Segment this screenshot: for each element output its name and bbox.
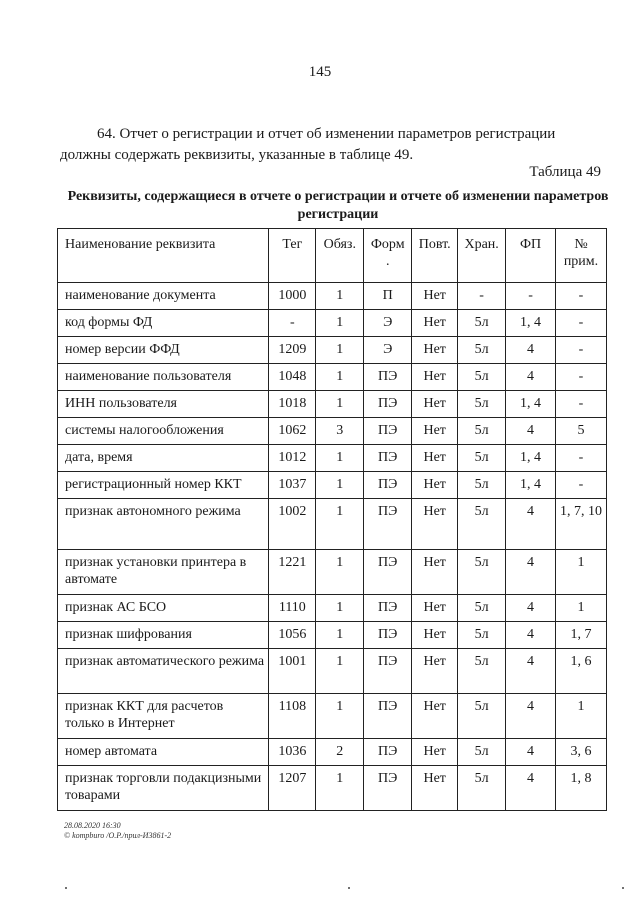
cell-tag: 1012 [269, 445, 316, 472]
cell-name: код формы ФД [58, 310, 269, 337]
cell-stor: 5л [458, 694, 506, 739]
cell-rep: Нет [412, 766, 458, 811]
cell-req: 1 [316, 472, 364, 499]
cell-fp: 1, 4 [506, 310, 556, 337]
table-row [58, 595, 607, 622]
cell-form: Э [364, 337, 412, 364]
cell-fp: 4 [506, 337, 556, 364]
table-row [58, 550, 607, 595]
cell-note: - [555, 310, 606, 337]
cell-fp: 4 [506, 364, 556, 391]
cell-tag: 1036 [269, 739, 316, 766]
cell-stor: 5л [458, 595, 506, 622]
page-number: 145 [308, 64, 332, 80]
cell-fp: 4 [506, 550, 556, 595]
cell-req: 1 [316, 364, 364, 391]
cell-form: ПЭ [364, 499, 412, 550]
cell-name: признак автономного режима [58, 499, 269, 550]
cell-name: ИНН пользователя [58, 391, 269, 418]
cell-rep: Нет [412, 310, 458, 337]
cell-stor: 5л [458, 337, 506, 364]
cell-req: 1 [316, 622, 364, 649]
cell-req: 1 [316, 595, 364, 622]
header-name: Наименование реквизита [58, 229, 269, 283]
cell-tag: 1110 [269, 595, 316, 622]
table-row [58, 418, 607, 445]
header-rep: Повт. [412, 229, 458, 283]
footer-copyright: © kompburo /О.Р./прил-И3861-2 [64, 831, 172, 840]
cell-fp: 4 [506, 418, 556, 445]
cell-rep: Нет [412, 550, 458, 595]
table-row [58, 283, 607, 310]
cell-stor: 5л [458, 472, 506, 499]
cell-name: признак АС БСО [58, 595, 269, 622]
cell-note: - [555, 337, 606, 364]
scan-dot [65, 887, 67, 889]
cell-form: ПЭ [364, 550, 412, 595]
cell-req: 1 [316, 550, 364, 595]
table-row [58, 310, 607, 337]
cell-rep: Нет [412, 445, 458, 472]
table-row [58, 391, 607, 418]
cell-rep: Нет [412, 337, 458, 364]
header-req: Обяз. [316, 229, 364, 283]
cell-note: 1 [555, 694, 606, 739]
cell-rep: Нет [412, 364, 458, 391]
cell-note: 1, 6 [555, 649, 606, 694]
cell-name: регистрационный номер ККТ [58, 472, 269, 499]
cell-form: ПЭ [364, 595, 412, 622]
cell-stor: 5л [458, 418, 506, 445]
cell-note: 1, 8 [555, 766, 606, 811]
table-label: Таблица 49 [529, 164, 601, 180]
cell-name: наименование документа [58, 283, 269, 310]
cell-tag: 1001 [269, 649, 316, 694]
cell-stor: - [458, 283, 506, 310]
cell-form: ПЭ [364, 739, 412, 766]
cell-tag: 1209 [269, 337, 316, 364]
scan-dot [348, 887, 350, 889]
cell-req: 1 [316, 649, 364, 694]
table-row [58, 445, 607, 472]
cell-fp: - [506, 283, 556, 310]
footer-date: 28.08.2020 16:30 [64, 821, 121, 830]
cell-note: 1 [555, 550, 606, 595]
cell-rep: Нет [412, 694, 458, 739]
cell-name: признак установки принтера в автомате [58, 550, 269, 595]
cell-form: ПЭ [364, 391, 412, 418]
cell-fp: 4 [506, 694, 556, 739]
cell-fp: 4 [506, 649, 556, 694]
cell-rep: Нет [412, 391, 458, 418]
cell-note: 5 [555, 418, 606, 445]
cell-form: Э [364, 310, 412, 337]
cell-note: 3, 6 [555, 739, 606, 766]
cell-req: 1 [316, 445, 364, 472]
cell-fp: 4 [506, 595, 556, 622]
table-title: Реквизиты, содержащиеся в отчете о регистрации и отчете об изменении параметров регистрации [67, 189, 609, 222]
cell-fp: 4 [506, 499, 556, 550]
cell-req: 1 [316, 310, 364, 337]
cell-form: ПЭ [364, 649, 412, 694]
cell-name: наименование пользователя [58, 364, 269, 391]
cell-tag: 1056 [269, 622, 316, 649]
cell-note: - [555, 472, 606, 499]
cell-rep: Нет [412, 418, 458, 445]
cell-req: 1 [316, 391, 364, 418]
cell-name: номер версии ФФД [58, 337, 269, 364]
cell-req: 1 [316, 766, 364, 811]
cell-form: ПЭ [364, 694, 412, 739]
cell-form: ПЭ [364, 766, 412, 811]
cell-req: 3 [316, 418, 364, 445]
table-row [58, 622, 607, 649]
cell-tag: - [269, 310, 316, 337]
cell-form: ПЭ [364, 418, 412, 445]
header-note: № прим. [555, 229, 606, 283]
cell-stor: 5л [458, 364, 506, 391]
cell-form: ПЭ [364, 472, 412, 499]
cell-rep: Нет [412, 595, 458, 622]
cell-fp: 1, 4 [506, 391, 556, 418]
cell-form: ПЭ [364, 364, 412, 391]
header-tag: Тег [269, 229, 316, 283]
cell-tag: 1018 [269, 391, 316, 418]
header-stor: Хран. [458, 229, 506, 283]
cell-tag: 1108 [269, 694, 316, 739]
cell-tag: 1000 [269, 283, 316, 310]
cell-req: 1 [316, 283, 364, 310]
cell-rep: Нет [412, 499, 458, 550]
cell-rep: Нет [412, 649, 458, 694]
cell-name: номер автомата [58, 739, 269, 766]
cell-tag: 1002 [269, 499, 316, 550]
cell-rep: Нет [412, 739, 458, 766]
table-row [58, 766, 607, 811]
cell-req: 1 [316, 337, 364, 364]
table-row [58, 694, 607, 739]
cell-note: 1 [555, 595, 606, 622]
table-row [58, 649, 607, 694]
requisites-table [57, 228, 607, 811]
cell-note: 1, 7 [555, 622, 606, 649]
cell-tag: 1048 [269, 364, 316, 391]
cell-form: ПЭ [364, 445, 412, 472]
cell-name: признак автоматического режима [58, 649, 269, 694]
cell-note: - [555, 445, 606, 472]
cell-tag: 1221 [269, 550, 316, 595]
cell-form: П [364, 283, 412, 310]
cell-stor: 5л [458, 739, 506, 766]
cell-name: системы налогообложения [58, 418, 269, 445]
cell-form: ПЭ [364, 622, 412, 649]
table-row [58, 337, 607, 364]
cell-name: признак торговли подакцизными товарами [58, 766, 269, 811]
header-fp: ФП [506, 229, 556, 283]
cell-tag: 1062 [269, 418, 316, 445]
cell-stor: 5л [458, 445, 506, 472]
cell-stor: 5л [458, 391, 506, 418]
cell-stor: 5л [458, 649, 506, 694]
cell-note: - [555, 391, 606, 418]
cell-req: 1 [316, 694, 364, 739]
table-row [58, 364, 607, 391]
cell-name: признак ККТ для расчетов только в Интернет [58, 694, 269, 739]
cell-stor: 5л [458, 550, 506, 595]
cell-fp: 4 [506, 766, 556, 811]
cell-fp: 4 [506, 622, 556, 649]
cell-req: 1 [316, 499, 364, 550]
cell-stor: 5л [458, 766, 506, 811]
table-row [58, 739, 607, 766]
cell-fp: 1, 4 [506, 472, 556, 499]
cell-stor: 5л [458, 622, 506, 649]
cell-note: - [555, 364, 606, 391]
scan-dot [622, 887, 624, 889]
cell-rep: Нет [412, 622, 458, 649]
cell-req: 2 [316, 739, 364, 766]
table-row [58, 499, 607, 550]
cell-stor: 5л [458, 310, 506, 337]
cell-name: признак шифрования [58, 622, 269, 649]
intro-paragraph [60, 124, 605, 166]
cell-tag: 1207 [269, 766, 316, 811]
header-form: Форм . [364, 229, 412, 283]
cell-name: дата, время [58, 445, 269, 472]
cell-stor: 5л [458, 499, 506, 550]
footer-stamp [64, 821, 171, 841]
cell-fp: 1, 4 [506, 445, 556, 472]
cell-note: 1, 7, 10 [555, 499, 606, 550]
cell-fp: 4 [506, 739, 556, 766]
cell-rep: Нет [412, 283, 458, 310]
intro-text: 64. Отчет о регистрации и отчет об изменении параметров регистрации должны содержать реквизиты, указанные в таблице 49. [60, 126, 556, 163]
table-header-row [58, 229, 607, 283]
cell-note: - [555, 283, 606, 310]
cell-tag: 1037 [269, 472, 316, 499]
cell-rep: Нет [412, 472, 458, 499]
table-row [58, 472, 607, 499]
